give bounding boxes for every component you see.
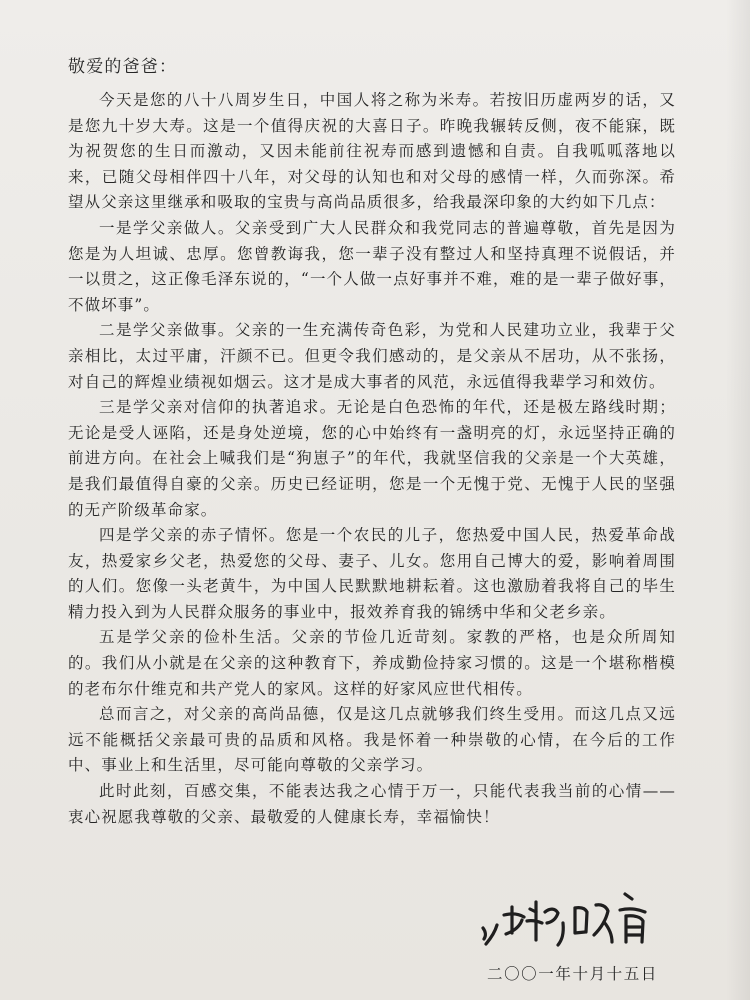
signature-drawing [476,884,676,956]
letter-body [68,88,676,830]
paragraph-intro: 今天是您的八十八周岁生日，中国人将之称为米寿。若按旧历虚两岁的话，又是您九十岁大寿。这是一个值得庆祝的大喜日子。昨晚我辗转反侧，夜不能寐，既为祝贺您的生日而激动，又因未能前往祝寿而感到遗憾和自责。自我呱呱落地以来，已随父母相伴四十八年，对父母的认知也和对父母的感情一样，久而弥深。希望从父亲这里继承和吸取的宝贵与高尚品质很多，给我最深印象的大约如下几点： [68,91,676,212]
letter-date: 二〇〇一年十月十五日 [486,965,658,983]
handwritten-signature [476,884,676,956]
paragraph-point-4: 四是学父亲的赤子情怀。您是一个农民的儿子，您热爱中国人民，热爱革命战友，热爱家乡父老，热爱您的父母、妻子、儿女。您用自己博大的爱，影响着周围的人们。您像一头老黄牛，为中国人民默默地耕耘着。这也激励着我将自己的毕生精力投入到为人民群众服务的事业中，报效养育我的锦绣中华和父老乡亲。 [68,526,676,621]
paragraph-point-1: 一是学父亲做人。父亲受到广大人民群众和我党同志的普遍尊敬，首先是因为您是为人坦诚、忠厚。您曾教诲我，您一辈子没有整过人和坚持真理不说假话，并一以贯之，这正像毛泽东说的，“一个人做一点好事并不难，难的是一辈子做好事，不做坏事”。 [68,218,676,314]
paragraph-summary: 总而言之，对父亲的高尚品德，仅是这几点就够我们终生受用。而这几点又远远不能概括父亲最可贵的品质和风格。我是怀着一种崇敬的心情，在今后的工作中、事业上和生活里，尽可能向尊敬的父亲学习。 [68,705,676,775]
page-edge-shadow [726,0,750,1000]
letter-salutation: 敬爱的爸爸： [68,57,178,77]
paragraph-point-2: 二是学父亲做事。父亲的一生充满传奇色彩，为党和人民建功立业，我辈于父亲相比，太过平庸，汗颜不已。但更令我们感动的，是父亲从不居功，从不张扬，对自己的辉煌业绩视如烟云。这才是成大事者的风范，永远值得我辈学习和效仿。 [68,321,676,391]
paragraph-point-3: 三是学父亲对信仰的执著追求。无论是白色恐怖的年代，还是极左路线时期；无论是受人诬陷，还是身处逆境，您的心中始终有一盏明亮的灯，永远坚持正确的前进方向。在社会上喊我们是“狗崽子”的年代，我就坚信我的父亲是一个大英雄，是我们最值得自豪的父亲。历史已经证明，您是一个无愧于党、无愧于人民的坚强的无产阶级革命家。 [68,398,676,519]
paragraph-closing: 此时此刻，百感交集，不能表达我之心情于万一，只能代表我当前的心情——衷心祝愿我尊敬的父亲、最敬爱的人健康长寿，幸福愉快！ [68,782,676,826]
paragraph-point-5: 五是学父亲的俭朴生活。父亲的节俭几近苛刻。家教的严格，也是众所周知的。我们从小就是在父亲的这种教育下，养成勤俭持家习惯的。这是一个堪称楷模的老布尔什维克和共产党人的家风。这样的好家风应世代相传。 [68,628,676,698]
